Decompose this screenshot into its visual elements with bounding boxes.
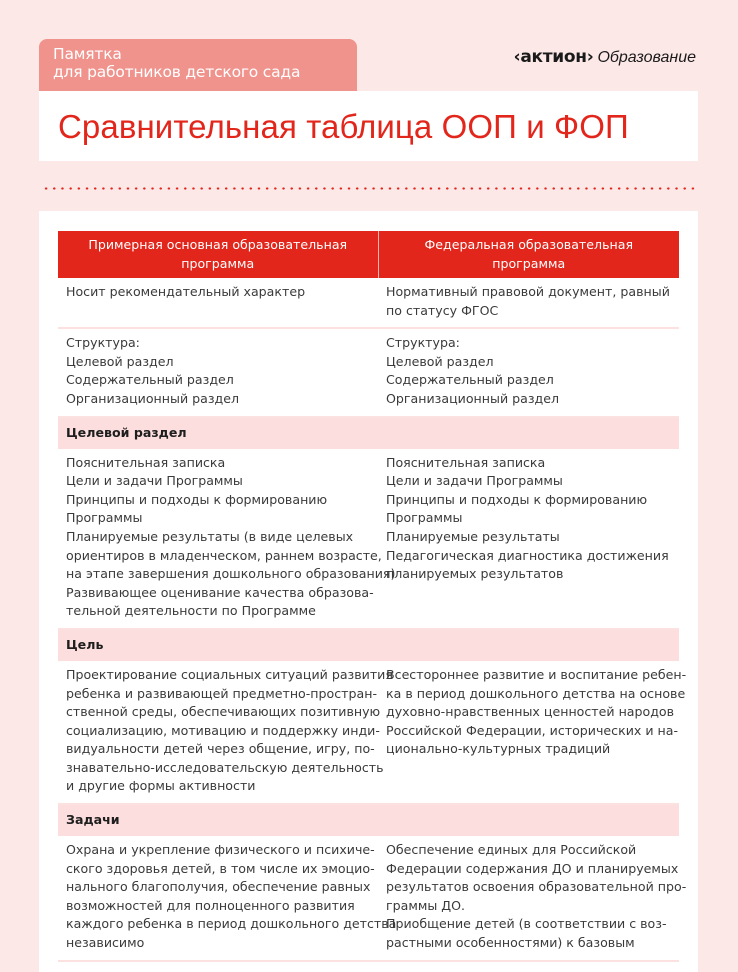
cell-line: и другие формы активности — [66, 778, 256, 794]
cell-line: Планируемые результаты — [386, 528, 560, 544]
cell-line: тельной деятельности по Программе — [66, 603, 316, 619]
header-tab — [39, 39, 357, 91]
section-label: Цель — [58, 629, 679, 661]
cell-oop — [58, 449, 396, 629]
column-header-fop — [378, 231, 679, 278]
cell-line: видуальности детей через общение, игру, по- — [66, 741, 375, 757]
section-row — [58, 417, 679, 449]
section-row — [58, 804, 679, 836]
cell-fop — [378, 449, 679, 629]
cell-line: Целевой раздел — [386, 353, 494, 369]
header-line: Примерная основная образовательная — [88, 237, 348, 252]
cell-line: независимо — [66, 935, 145, 951]
cell-line: Организационный раздел — [386, 390, 560, 406]
cell-line: нального благополучия, обеспечение равных — [66, 879, 371, 895]
cell-line: Принципы и подходы к формированию — [386, 491, 648, 507]
cell-line: Цели и задачи Программы — [66, 473, 243, 489]
cell-line: результатов освоения образовательной про- — [386, 879, 687, 895]
content-card — [39, 211, 698, 972]
cell-line: Педагогическая диагностика достижения — [386, 547, 669, 563]
header-line: программа — [181, 256, 255, 271]
tab-title: Памятка — [53, 45, 122, 63]
table-row — [58, 836, 679, 961]
section-label: Задачи — [58, 804, 679, 836]
cell-line: Целевой раздел — [66, 353, 174, 369]
dotted-divider — [42, 187, 698, 190]
cell-oop — [58, 661, 393, 804]
cell-line: Цели и задачи Программы — [386, 473, 563, 489]
cell-line: ребенка и развивающей предметно-простран- — [66, 685, 377, 701]
cell-line: Программы — [66, 510, 143, 526]
header-line: Федеральная образовательная — [424, 237, 634, 252]
cell-line: Структура: — [66, 335, 140, 351]
cell-line: Содержательный раздел — [386, 372, 554, 388]
cell-line: Приобщение детей (в соответствии с воз- — [386, 916, 667, 932]
cell-fop — [378, 661, 687, 804]
cell-line: ционально-культурных традиций — [386, 741, 611, 757]
tab-subtitle: для работников детского сада — [53, 63, 301, 81]
cell-line: растными особенностями) к базовым — [386, 935, 635, 951]
header-line: программа — [492, 256, 566, 271]
table-body — [58, 278, 687, 961]
table-row — [58, 661, 679, 804]
cell-line: на этапе завершения дошкольного образования) — [66, 566, 396, 582]
table-row — [58, 328, 679, 416]
cell-line: Пояснительная записка — [66, 454, 226, 470]
cell-line: Проектирование социальных ситуаций развития — [66, 666, 393, 682]
cell-line: ориентиров в младенческом, раннем возрасте, — [66, 547, 382, 563]
cell-line: Нормативный правовой документ, равный — [386, 284, 670, 299]
cell-line: Носит рекомендательный характер — [66, 284, 306, 299]
cell-fop — [378, 836, 687, 961]
page-title: Сравнительная таблица ООП и ФОП — [58, 108, 629, 145]
cell-line: Охрана и укрепление физического и психиче- — [66, 842, 375, 858]
cell-oop — [58, 328, 378, 416]
table-row — [58, 278, 679, 328]
cell-line: Планируемые результаты (в виде целевых — [66, 528, 354, 544]
cell-oop — [58, 278, 378, 328]
cell-line: Структура: — [386, 335, 460, 351]
cell-line: Содержательный раздел — [66, 372, 234, 388]
table-row — [58, 449, 679, 629]
cell-line: социализацию, мотивацию и поддержку инди- — [66, 722, 380, 738]
cell-line: Принципы и подходы к формированию — [66, 491, 328, 507]
cell-line: Программы — [386, 510, 463, 526]
brand-logo-mark: ‹актион› — [513, 47, 594, 67]
cell-fop — [378, 328, 679, 416]
cell-fop — [378, 278, 679, 328]
cell-line: Организационный раздел — [66, 390, 240, 406]
cell-line: возможностей для полноценного развития — [66, 897, 355, 913]
section-label: Целевой раздел — [58, 417, 679, 449]
cell-line: Пояснительная записка — [386, 454, 546, 470]
table-header-row — [58, 231, 679, 278]
brand-logo-sub: Образование — [597, 49, 696, 66]
cell-line: знавательно-исследовательскую деятельность — [66, 759, 384, 775]
cell-line: ственной среды, обеспечивающих позитивную — [66, 704, 381, 720]
cell-line: Всестороннее развитие и воспитание ребен- — [386, 666, 687, 682]
cell-line: Развивающее оценивание качества образова- — [66, 584, 374, 600]
cell-line: Российской Федерации, исторических и на- — [386, 722, 679, 738]
cell-line: каждого ребенка в период дошкольного детства — [66, 916, 397, 932]
cell-line: граммы ДО. — [386, 897, 466, 913]
title-box — [39, 91, 698, 161]
comparison-table — [58, 231, 687, 962]
cell-line: ского здоровья детей, в том числе их эмоцио- — [66, 860, 375, 876]
column-header-oop — [58, 231, 378, 278]
cell-line: духовно-нравственных ценностей народов — [386, 704, 675, 720]
section-row — [58, 629, 679, 661]
cell-line: Обеспечение единых для Российской — [386, 842, 637, 858]
cell-line: планируемых результатов — [386, 566, 564, 582]
cell-line: ка в период дошкольного детства на основе — [386, 685, 686, 701]
cell-line: Федерации содержания ДО и планируемых — [386, 860, 679, 876]
brand-logo — [514, 47, 696, 71]
cell-oop — [58, 836, 397, 961]
cell-line: по статусу ФГОС — [386, 302, 499, 318]
